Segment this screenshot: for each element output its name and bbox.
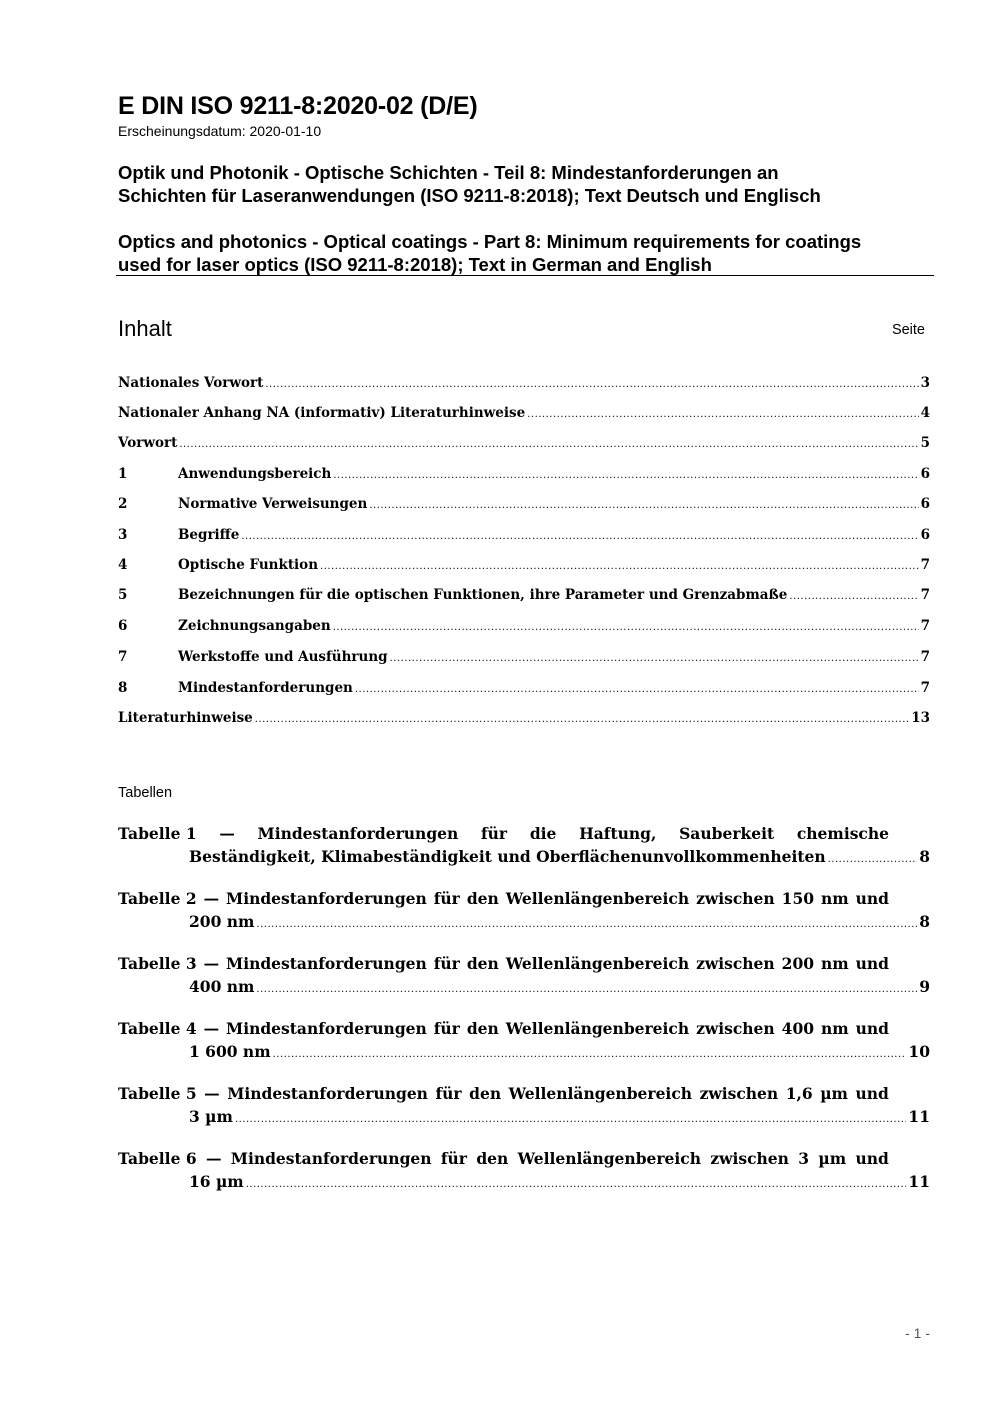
table-entry-caption-line-1 xyxy=(118,952,889,975)
caption-word: zwischen xyxy=(696,954,775,973)
toc-entry[interactable] xyxy=(118,586,930,604)
caption-word: Haftung, xyxy=(579,824,657,843)
toc-entry-page: 6 xyxy=(920,466,930,482)
toc-leader-dots xyxy=(527,404,918,422)
toc-heading: Inhalt xyxy=(118,316,172,341)
toc-entry-label: Vorwort xyxy=(118,435,178,451)
toc-entry-number: 5 xyxy=(118,587,128,603)
caption-word: Tabelle 5 xyxy=(118,1084,197,1103)
toc-entry-page: 5 xyxy=(920,435,930,451)
caption-word: den xyxy=(466,954,499,973)
caption-word: — xyxy=(205,1149,222,1168)
caption-word: und xyxy=(855,1149,889,1168)
caption-word: den xyxy=(476,1149,509,1168)
caption-word: für xyxy=(433,889,460,908)
table-entry-caption-line-2 xyxy=(189,1040,930,1063)
table-entry-page: 8 xyxy=(919,847,930,866)
toc-entry[interactable] xyxy=(118,434,930,452)
table-list-entry[interactable] xyxy=(118,887,930,933)
caption-word: 400 xyxy=(781,1019,815,1038)
title-english-line-2: used for laser optics (ISO 9211-8:2018); Text in German and English xyxy=(118,254,712,275)
caption-word: Tabelle 1 xyxy=(118,824,197,843)
toc-leader-dots xyxy=(265,374,918,392)
table-list-entry[interactable] xyxy=(118,1082,930,1128)
caption-word: den xyxy=(466,889,499,908)
toc-leader-dots xyxy=(255,709,909,727)
table-entry-leader-dots xyxy=(256,911,917,929)
toc-leader-dots xyxy=(789,586,918,604)
toc-entry-number: 8 xyxy=(118,680,128,696)
caption-word: und xyxy=(855,1019,889,1038)
table-entry-leader-dots xyxy=(273,1041,907,1059)
caption-word: Wellenlängenbereich xyxy=(505,1019,690,1038)
caption-word: die xyxy=(529,824,557,843)
table-entry-caption-continuation: 16 µm xyxy=(189,1172,244,1191)
caption-word: 150 xyxy=(781,889,815,908)
table-entry-leader-dots xyxy=(828,846,918,864)
toc-entry-label: Optische Funktion xyxy=(178,557,319,573)
table-entry-caption-line-2 xyxy=(189,1170,930,1193)
toc-leader-dots xyxy=(390,648,919,666)
table-list-entry[interactable] xyxy=(118,1147,930,1193)
caption-word: Mindestanforderungen xyxy=(227,1084,428,1103)
caption-word: nm xyxy=(820,1019,849,1038)
toc-leader-dots xyxy=(179,434,918,452)
caption-word: µm xyxy=(818,1149,847,1168)
caption-word: zwischen xyxy=(699,1084,779,1103)
toc-leader-dots xyxy=(369,495,918,513)
toc-entry[interactable] xyxy=(118,404,930,422)
caption-word: zwischen xyxy=(696,1019,775,1038)
table-entry-leader-dots xyxy=(246,1171,907,1189)
toc-entry-number: 7 xyxy=(118,649,128,665)
table-list-entry[interactable] xyxy=(118,952,930,998)
tables-heading: Tabellen xyxy=(118,785,173,801)
caption-word: Tabelle 4 xyxy=(118,1019,197,1038)
toc-leader-dots xyxy=(333,617,919,635)
document-title: E DIN ISO 9211-8:2020-02 (D/E) xyxy=(118,92,478,120)
toc-entry-number: 4 xyxy=(118,557,128,573)
table-entry-caption-line-1 xyxy=(118,1147,889,1170)
table-entry-page: 9 xyxy=(919,977,930,996)
caption-word: Mindestanforderungen xyxy=(226,1019,427,1038)
caption-word: den xyxy=(466,1019,499,1038)
caption-word: nm xyxy=(820,954,849,973)
toc-entry-label: Normative Verweisungen xyxy=(178,496,368,512)
caption-word: Mindestanforderungen xyxy=(257,824,459,843)
caption-word: für xyxy=(481,824,508,843)
toc-entry-page: 4 xyxy=(920,405,930,421)
table-entry-caption-line-2 xyxy=(189,975,930,998)
caption-word: und xyxy=(855,889,889,908)
toc-entry[interactable] xyxy=(118,495,930,513)
caption-word: Mindestanforderungen xyxy=(226,889,427,908)
toc-entry-label: Literaturhinweise xyxy=(118,710,253,726)
caption-word: den xyxy=(469,1084,502,1103)
caption-word: µm xyxy=(820,1084,848,1103)
toc-leader-dots xyxy=(333,465,918,483)
table-entry-caption-line-2 xyxy=(189,845,930,868)
title-german-line-2: Schichten für Laseranwendungen (ISO 9211-8:2018); Text Deutsch und Englisch xyxy=(118,185,821,206)
caption-word: für xyxy=(440,1149,467,1168)
table-entry-caption-continuation: Beständigkeit, Klimabeständigkeit und Oberflächenunvollkommenheiten xyxy=(189,847,826,866)
caption-word: Wellenlängenbereich xyxy=(505,954,690,973)
caption-word: für xyxy=(433,1019,460,1038)
toc-entry-page: 13 xyxy=(911,710,930,726)
toc-entry-label: Zeichnungsangaben xyxy=(178,618,331,634)
toc-entry-page: 6 xyxy=(920,527,930,543)
toc-entry[interactable] xyxy=(118,709,930,727)
toc-entry-label: Werkstoffe und Ausführung xyxy=(178,649,388,665)
toc-entry-page: 3 xyxy=(920,375,930,391)
caption-word: — xyxy=(219,824,235,843)
toc-entry-label: Anwendungsbereich xyxy=(178,466,332,482)
table-entry-caption-line-1 xyxy=(118,1082,889,1105)
toc-entry[interactable] xyxy=(118,648,930,666)
toc-entry-number: 3 xyxy=(118,527,128,543)
table-list-entry[interactable] xyxy=(118,822,930,868)
table-entry-leader-dots xyxy=(235,1106,906,1124)
toc-entry-page: 7 xyxy=(920,557,930,573)
caption-word: 200 xyxy=(781,954,815,973)
table-entry-caption-line-1 xyxy=(118,822,889,845)
table-entry-caption-continuation: 3 µm xyxy=(189,1107,233,1126)
toc-page-column-label: Seite xyxy=(891,322,925,338)
caption-word: und xyxy=(855,1084,889,1103)
title-german xyxy=(118,161,821,207)
caption-word: zwischen xyxy=(696,889,775,908)
table-list-entry[interactable] xyxy=(118,1017,930,1063)
toc-entry-label: Mindestanforderungen xyxy=(178,680,353,696)
toc-entry-label: Bezeichnungen für die optischen Funktionen, ihre Parameter und Grenzabmaße xyxy=(178,587,788,603)
table-entry-page: 11 xyxy=(908,1107,930,1126)
toc-entry[interactable] xyxy=(118,374,930,392)
title-english xyxy=(118,230,861,276)
page-number: - 1 - xyxy=(905,1325,930,1341)
issue-date: Erscheinungsdatum: 2020-01-10 xyxy=(118,123,322,139)
caption-word: und xyxy=(855,954,889,973)
toc-entry-number: 2 xyxy=(118,496,128,512)
table-entry-caption-line-1 xyxy=(118,1017,889,1040)
table-entry-caption-line-2 xyxy=(189,1105,930,1128)
caption-word: — xyxy=(203,954,220,973)
title-english-line-1: Optics and photonics - Optical coatings - Part 8: Minimum requirements for coatings xyxy=(118,231,862,252)
table-entry-caption-continuation: 400 nm xyxy=(189,977,255,996)
toc-entry-page: 6 xyxy=(920,496,930,512)
toc-entry-page: 7 xyxy=(920,587,930,603)
toc-leader-dots xyxy=(320,556,919,574)
caption-word: für xyxy=(435,1084,462,1103)
toc-entry-label: Nationales Vorwort xyxy=(118,375,264,391)
table-entry-caption-continuation: 200 nm xyxy=(189,912,255,931)
caption-word: 1,6 xyxy=(785,1084,813,1103)
toc-entry-page: 7 xyxy=(920,649,930,665)
table-entry-caption-line-2 xyxy=(189,910,930,933)
table-entry-page: 10 xyxy=(908,1042,930,1061)
caption-word: chemische xyxy=(796,824,889,843)
caption-word: Wellenlängenbereich xyxy=(517,1149,702,1168)
toc-entry-label: Begriffe xyxy=(178,527,240,543)
toc-entry[interactable] xyxy=(118,679,930,697)
caption-word: für xyxy=(433,954,460,973)
caption-word: — xyxy=(203,1019,220,1038)
caption-word: Mindestanforderungen xyxy=(230,1149,432,1168)
table-entry-leader-dots xyxy=(256,976,917,994)
table-entry-page: 11 xyxy=(908,1172,930,1191)
header-divider xyxy=(116,275,934,276)
toc-entry[interactable] xyxy=(118,526,930,544)
toc-entry[interactable] xyxy=(118,465,930,483)
title-german-line-1: Optik und Photonik - Optische Schichten - Teil 8: Mindestanforderungen an xyxy=(118,162,779,183)
toc-entry-page: 7 xyxy=(920,618,930,634)
caption-word: Tabelle 2 xyxy=(118,889,197,908)
caption-word: Wellenlängenbereich xyxy=(505,889,690,908)
caption-word: zwischen xyxy=(710,1149,789,1168)
toc-leader-dots xyxy=(355,679,919,697)
toc-entry-number: 6 xyxy=(118,618,128,634)
toc-entry-page: 7 xyxy=(920,680,930,696)
table-entry-caption-continuation: 1 600 nm xyxy=(189,1042,271,1061)
caption-word: nm xyxy=(820,889,849,908)
caption-word: Tabelle 3 xyxy=(118,954,197,973)
toc-entry[interactable] xyxy=(118,617,930,635)
toc-entry-label: Nationaler Anhang NA (informativ) Literaturhinweise xyxy=(118,405,526,421)
caption-word: — xyxy=(203,889,220,908)
caption-word: — xyxy=(204,1084,220,1103)
caption-word: 3 xyxy=(798,1149,810,1168)
table-entry-caption-line-1 xyxy=(118,887,889,910)
caption-word: Tabelle 6 xyxy=(118,1149,197,1168)
toc-entry-number: 1 xyxy=(118,466,128,482)
caption-word: Sauberkeit xyxy=(679,824,775,843)
table-entry-page: 8 xyxy=(919,912,930,931)
toc-entry[interactable] xyxy=(118,556,930,574)
toc-leader-dots xyxy=(241,526,918,544)
caption-word: Mindestanforderungen xyxy=(226,954,427,973)
caption-word: Wellenlängenbereich xyxy=(508,1084,693,1103)
